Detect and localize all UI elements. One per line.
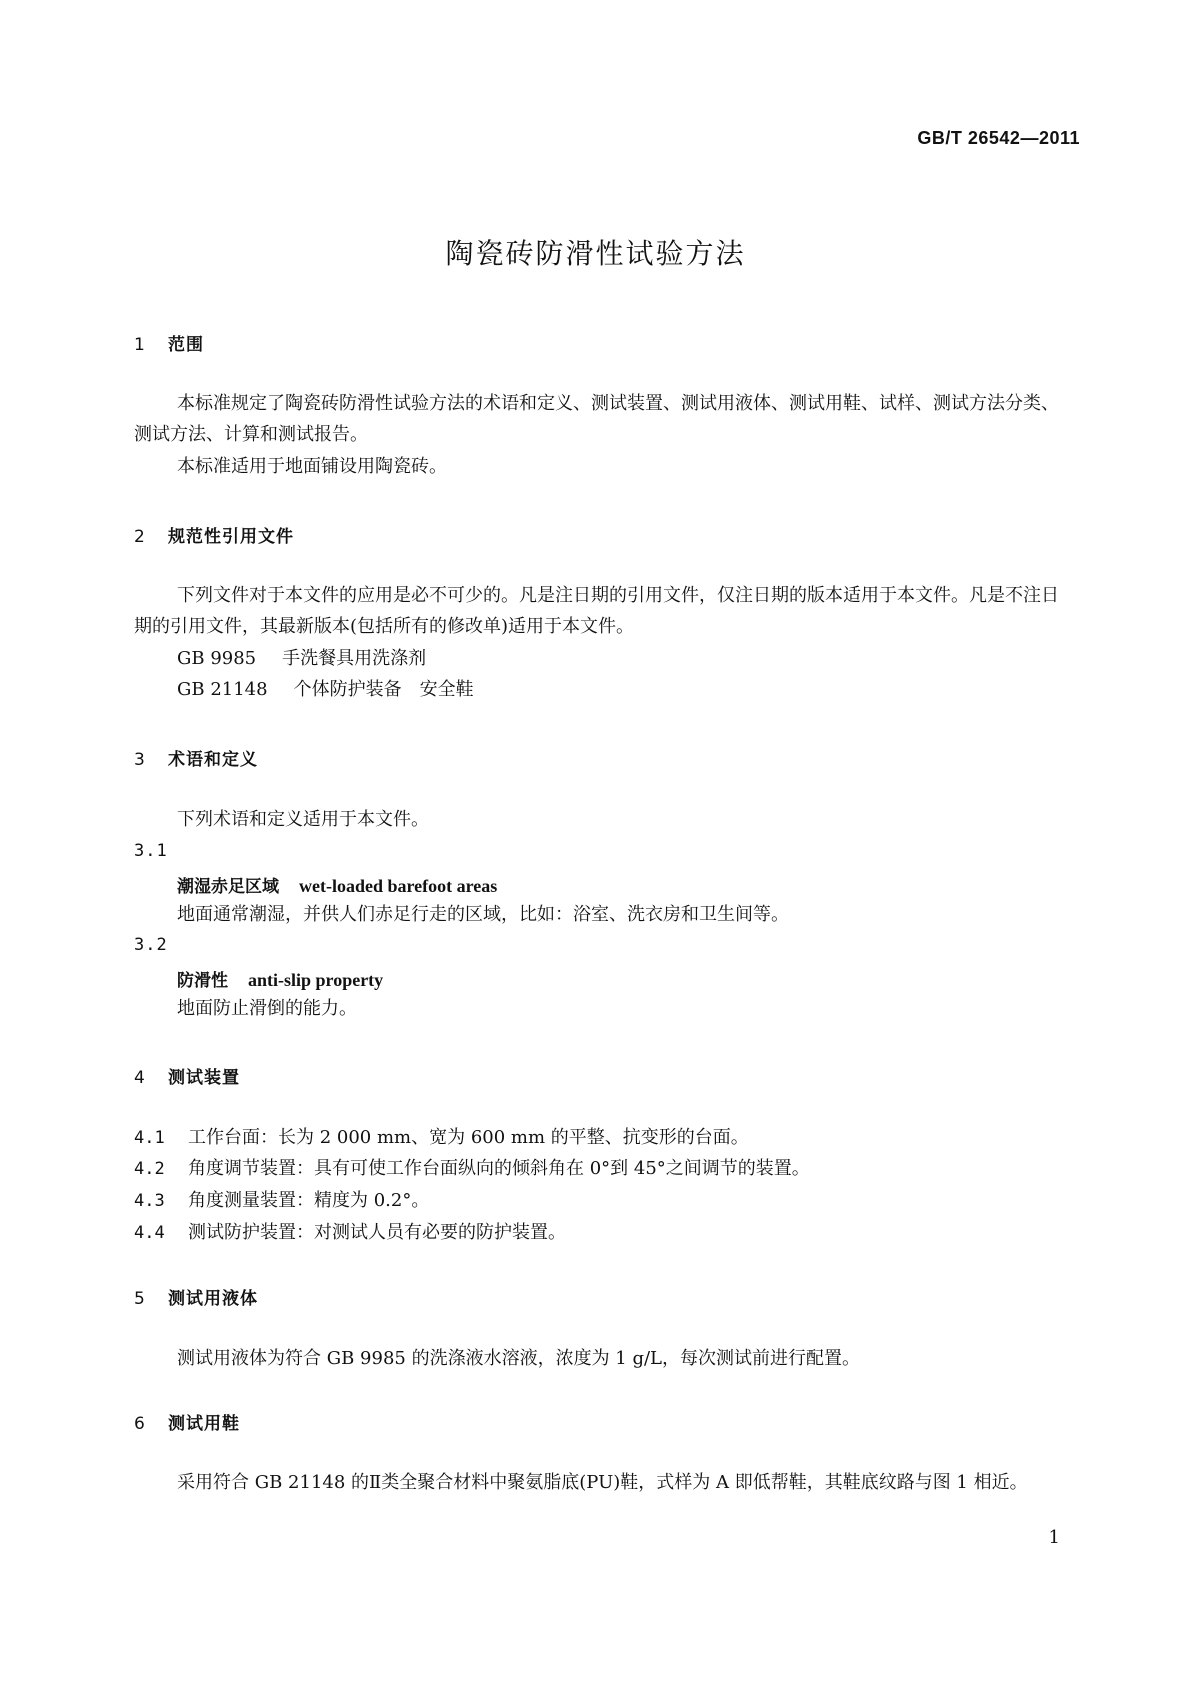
section-1-paragraph-2: 本标准适用于地面铺设用陶瓷砖。 bbox=[177, 456, 447, 477]
document-title: 陶瓷砖防滑性试验方法 bbox=[445, 237, 746, 270]
section-number: 5 bbox=[134, 1289, 146, 1309]
clause-number: 4.1 bbox=[134, 1128, 165, 1148]
section-2-paragraph-1: 下列文件对于本文件的应用是必不可少的。凡是注日期的引用文件，仅注日期的版本适用于本文件。凡是不注日期的引用文件，其最新版本(包括所有的修改单)适用于本文件。 bbox=[134, 585, 1059, 637]
section-4-heading bbox=[134, 1063, 240, 1088]
term-definition: 地面通常潮湿，并供人们赤足行走的区域，比如：浴室、洗衣房和卫生间等。 bbox=[177, 904, 789, 925]
section-title: 测试装置 bbox=[168, 1068, 240, 1088]
term-definition: 地面防止滑倒的能力。 bbox=[177, 998, 357, 1019]
section-number: 4 bbox=[134, 1068, 146, 1088]
clause-number: 4.3 bbox=[134, 1191, 165, 1211]
term-chinese: 潮湿赤足区域 bbox=[177, 877, 279, 897]
section-5-paragraph-1: 测试用液体为符合 GB 9985 的洗涤液水溶液，浓度为 1 g/L，每次测试前进行配置。 bbox=[177, 1348, 861, 1369]
clause-number: 4.2 bbox=[134, 1159, 165, 1179]
clause-item bbox=[134, 1218, 1064, 1244]
section-6-paragraph-1: 采用符合 GB 21148 的Ⅱ类全聚合材料中聚氨脂底(PU)鞋，式样为 A 即低帮鞋，其鞋底纹路与图 1 相近。 bbox=[177, 1472, 1028, 1493]
clause-text: 工作台面：长为 2 000 mm、宽为 600 mm 的平整、抗变形的台面。 bbox=[188, 1127, 749, 1148]
clause-number: 4.4 bbox=[134, 1223, 165, 1243]
section-title: 测试用液体 bbox=[168, 1289, 258, 1309]
section-3-intro: 下列术语和定义适用于本文件。 bbox=[177, 809, 429, 830]
section-title: 规范性引用文件 bbox=[168, 527, 294, 547]
section-6-heading bbox=[134, 1409, 240, 1434]
term-entry bbox=[177, 966, 383, 991]
reference-name: 手洗餐具用洗涤剂 bbox=[282, 648, 427, 669]
reference-code: GB 9985 bbox=[177, 648, 257, 669]
term-english: wet-loaded barefoot areas bbox=[299, 876, 498, 896]
page-number: 1 bbox=[1048, 1527, 1060, 1548]
clause-text: 角度测量装置：精度为 0.2°。 bbox=[188, 1190, 430, 1211]
section-number: 3 bbox=[134, 750, 146, 770]
section-3-heading bbox=[134, 745, 258, 770]
section-1-paragraph-1: 本标准规定了陶瓷砖防滑性试验方法的术语和定义、测试装置、测试用液体、测试用鞋、试样、测试方法分类、测试方法、计算和测试报告。 bbox=[134, 393, 1059, 445]
section-title: 范围 bbox=[168, 335, 204, 355]
reference-item bbox=[177, 643, 1067, 674]
term-entry bbox=[177, 872, 497, 897]
clause-item bbox=[134, 1186, 1064, 1212]
clause-text: 角度调节装置：具有可使工作台面纵向的倾斜角在 0°到 45°之间调节的装置。 bbox=[188, 1158, 810, 1179]
clause-item bbox=[134, 1154, 1064, 1180]
reference-name: 个体防护装备 安全鞋 bbox=[293, 679, 474, 700]
term-number: 3.1 bbox=[134, 841, 168, 861]
section-title: 测试用鞋 bbox=[168, 1414, 240, 1434]
section-title: 术语和定义 bbox=[168, 750, 258, 770]
section-5-heading bbox=[134, 1284, 258, 1309]
clause-item bbox=[134, 1123, 1064, 1149]
section-1-heading bbox=[134, 330, 204, 355]
term-chinese: 防滑性 bbox=[177, 971, 228, 991]
term-number: 3.2 bbox=[134, 935, 168, 955]
clause-text: 测试防护装置：对测试人员有必要的防护装置。 bbox=[188, 1222, 566, 1243]
section-number: 2 bbox=[134, 527, 146, 547]
section-number: 6 bbox=[134, 1414, 146, 1434]
reference-code: GB 21148 bbox=[177, 679, 268, 700]
section-2-heading bbox=[134, 522, 294, 547]
term-english: anti-slip property bbox=[248, 970, 384, 990]
section-number: 1 bbox=[134, 335, 146, 355]
reference-item bbox=[177, 674, 1067, 705]
document-number: GB/T 26542—2011 bbox=[917, 128, 1080, 148]
